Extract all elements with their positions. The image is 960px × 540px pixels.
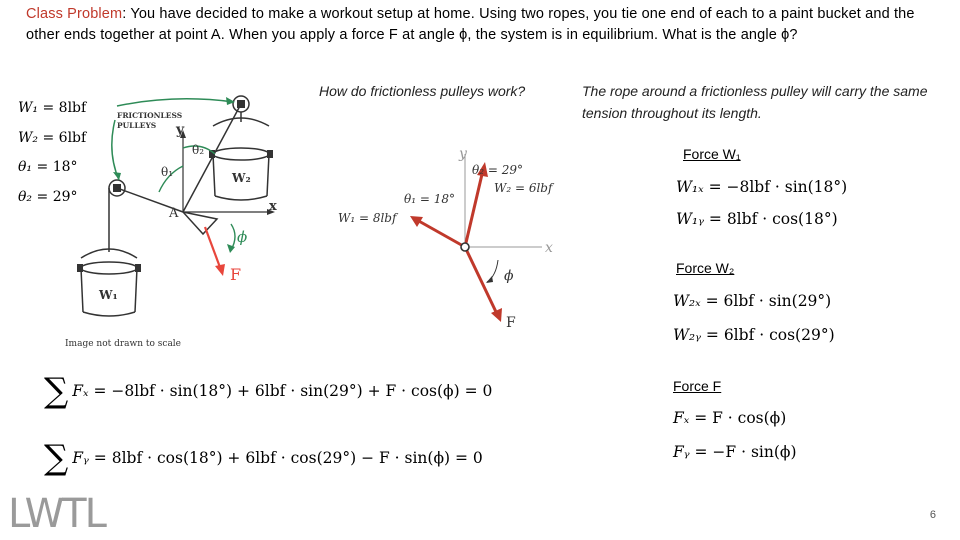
w1y-equation: W₁ᵧ = 8lbf · cos(18°) [676, 210, 838, 228]
w1x-equation: W₁ₓ = −8lbf · sin(18°) [676, 178, 848, 196]
given-w2: W₂ = 6lbf [18, 130, 87, 146]
free-body-diagram [330, 140, 580, 335]
fbd-y-label: y [459, 146, 467, 162]
fbd-theta2-label: θ₂ = 29° [472, 163, 523, 177]
question-note: How do frictionless pulleys work? [319, 83, 526, 99]
w2-components-header: Force W₂ [676, 260, 735, 276]
problem-label: Class Problem [26, 6, 123, 22]
sum-symbol: ∑ [44, 438, 69, 478]
setup-diagram [55, 82, 305, 350]
bucket-w1-icon [77, 249, 141, 316]
given-theta2: θ₂ = 29° [18, 189, 78, 205]
setup-phi-label: ϕ [237, 228, 248, 246]
sum-fy-equation: ∑ Fᵧ = 8lbf · cos(18°) + 6lbf · cos(29°) − F · sin(ϕ) = 0 [44, 438, 483, 478]
setup-theta2-label: θ₂ [192, 143, 205, 157]
setup-theta1-label: θ₁ [161, 165, 174, 179]
page-number: 6 [929, 509, 936, 521]
setup-w1-label: W₁ [99, 288, 118, 302]
setup-w2-label: W₂ [232, 171, 251, 185]
problem-text: : You have decided to make a workout setup at home. Using two ropes, you tie one end of each to a paint bucket and the other ends together at point A. When you apply a force F at angle ϕ, the system is in equilibrium. What is the angle ϕ? [26, 6, 915, 43]
fbd-f-label: F [506, 315, 516, 331]
w2y-equation: W₂ᵧ = 6lbf · cos(29°) [673, 326, 835, 344]
lwtl-logo: LWTL [8, 491, 105, 537]
fbd-x-label: x [545, 240, 553, 256]
fx-equation: Fₓ = F · cos(ϕ) [673, 409, 787, 427]
sum-fx-equation: ∑ Fₓ = −8lbf · sin(18°) + 6lbf · sin(29°) + F · cos(ϕ) = 0 [44, 371, 493, 411]
answer-note: The rope around a frictionless pulley will carry the same tension throughout its length. [582, 83, 928, 121]
setup-y-label: y [176, 122, 185, 138]
fbd-phi-label: ϕ [504, 268, 514, 284]
given-theta1: θ₁ = 18° [18, 159, 78, 175]
pulley-label-1: FRICTIONLESS [117, 111, 183, 120]
w2x-equation: W₂ₓ = 6lbf · sin(29°) [673, 292, 832, 310]
fbd-theta1-label: θ₁ = 18° [404, 192, 455, 206]
bucket-w2-icon [209, 118, 273, 200]
fbd-w1-label: W₁ = 8lbf [338, 211, 397, 225]
sum-symbol: ∑ [44, 371, 69, 411]
given-w1: W₁ = 8lbf [18, 100, 87, 116]
setup-point-a: A [169, 206, 179, 221]
w1-components-header: Force W₁ [683, 146, 741, 162]
fy-equation: Fᵧ = −F · sin(ϕ) [673, 443, 797, 461]
f-components-header: Force F [673, 378, 722, 394]
fbd-w2-label: W₂ = 6lbf [494, 181, 553, 195]
problem-statement [26, 4, 926, 46]
pulley-label-2: PULLEYS [117, 121, 157, 130]
setup-f-label: F [230, 265, 242, 284]
handle-icon [183, 212, 217, 234]
setup-caption: Image not drawn to scale [65, 339, 182, 349]
setup-x-label: x [269, 199, 277, 214]
